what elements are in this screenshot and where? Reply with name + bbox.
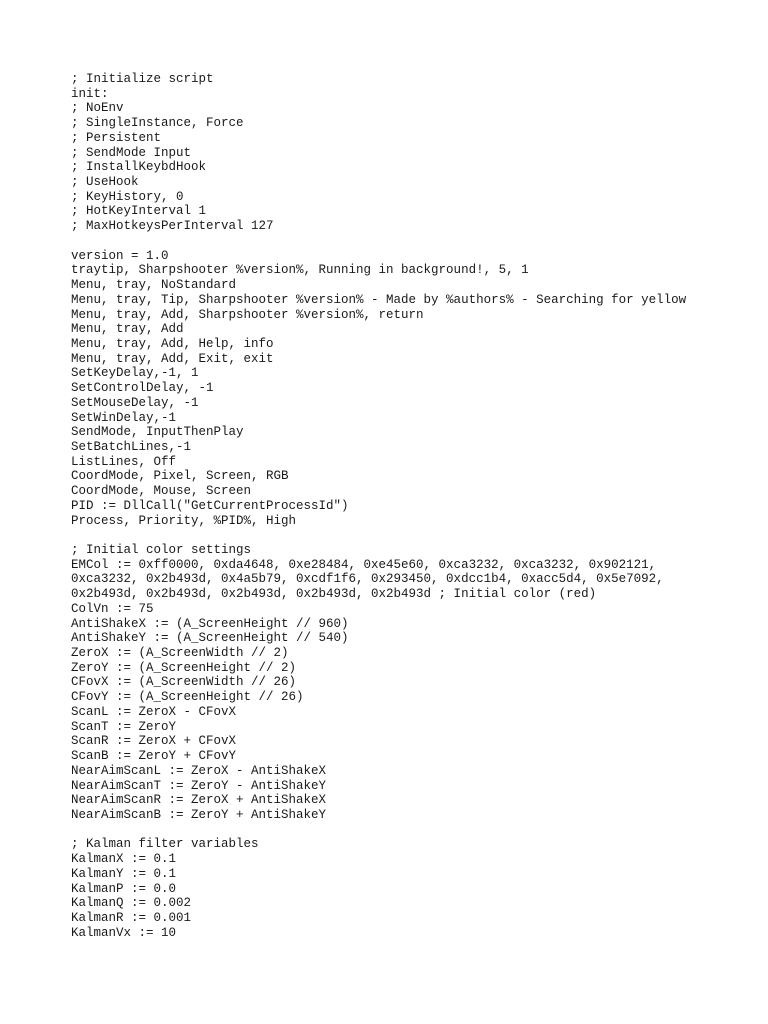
code-line: SetWinDelay,-1	[71, 410, 177, 425]
code-line: ; MaxHotkeysPerInterval 127	[71, 219, 274, 234]
code-line: ; SingleInstance, Force	[71, 116, 244, 131]
code-line: Menu, tray, Add, Help, info	[71, 336, 274, 351]
code-listing	[71, 72, 751, 940]
code-line: SetBatchLines,-1	[71, 439, 192, 454]
code-line: PID := DllCall("GetCurrentProcessId")	[71, 498, 349, 513]
code-line: NearAimScanL := ZeroX - AntiShakeX	[71, 763, 327, 778]
code-line: Menu, tray, Tip, Sharpshooter %version% - Made by %authors% - Searching for yellow	[71, 292, 687, 307]
code-line: SetMouseDelay, -1	[71, 395, 199, 410]
code-line: KalmanVx := 10	[71, 925, 177, 940]
code-line: ; NoEnv	[71, 101, 124, 116]
code-line: KalmanR := 0.001	[71, 910, 192, 925]
code-line: ; Initial color settings	[71, 543, 252, 557]
code-line: ZeroX := (A_ScreenWidth // 2)	[71, 646, 289, 661]
code-line: SetControlDelay, -1	[71, 381, 214, 396]
code-line: ; Kalman filter variables	[71, 837, 259, 852]
code-line: CoordMode, Pixel, Screen, RGB	[71, 469, 289, 484]
code-line: init:	[71, 86, 109, 101]
code-line: KalmanQ := 0.002	[71, 896, 192, 911]
code-line: NearAimScanB := ZeroY + AntiShakeY	[71, 807, 327, 822]
code-line: AntiShakeY := (A_ScreenHeight // 540)	[71, 631, 349, 646]
code-line: NearAimScanR := ZeroX + AntiShakeX	[71, 793, 327, 808]
code-line	[71, 823, 751, 838]
code-line: CoordMode, Mouse, Screen	[71, 484, 252, 499]
code-line: CFovY := (A_ScreenHeight // 26)	[71, 690, 304, 705]
code-line: KalmanY := 0.1	[71, 866, 177, 881]
code-line: Menu, tray, Add	[71, 322, 184, 337]
code-line: ; KeyHistory, 0	[71, 189, 184, 204]
code-line: ScanR := ZeroX + CFovX	[71, 734, 237, 749]
code-line: ; Persistent	[71, 130, 162, 145]
code-line	[71, 528, 751, 543]
code-line: ; HotKeyInterval 1	[71, 204, 207, 219]
code-line: ; SendMode Input	[71, 145, 192, 160]
code-line: SendMode, InputThenPlay	[71, 425, 244, 440]
code-line: KalmanX := 0.1	[71, 852, 177, 867]
code-line: EMCol := 0xff0000, 0xda4648, 0xe28484, 0xe45e60, 0xca3232, 0xca3232, 0x902121,	[71, 557, 657, 572]
code-line: ColVn := 75	[71, 601, 154, 616]
code-line: KalmanP := 0.0	[71, 881, 177, 896]
code-line: traytip, Sharpshooter %version%, Running in background!, 5, 1	[71, 263, 529, 278]
code-line: ; InstallKeybdHook	[71, 160, 207, 175]
code-line: ; UseHook	[71, 175, 139, 190]
code-line: Menu, tray, NoStandard	[71, 278, 237, 293]
code-line: ListLines, Off	[71, 454, 177, 469]
code-line: ScanT := ZeroY	[71, 719, 177, 734]
code-line: ScanB := ZeroY + CFovY	[71, 749, 237, 764]
code-line: NearAimScanT := ZeroY - AntiShakeY	[71, 778, 327, 793]
code-line: Process, Priority, %PID%, High	[71, 513, 297, 528]
code-line: SetKeyDelay,-1, 1	[71, 366, 199, 381]
code-line: Menu, tray, Add, Sharpshooter %version%, return	[71, 307, 424, 322]
code-line: AntiShakeX := (A_ScreenHeight // 960)	[71, 616, 349, 631]
code-line: ; Initialize script	[71, 72, 214, 86]
code-line: version = 1.0	[71, 248, 169, 263]
code-line: ZeroY := (A_ScreenHeight // 2)	[71, 660, 297, 675]
code-line: Menu, tray, Add, Exit, exit	[71, 351, 274, 366]
code-line: ScanL := ZeroX - CFovX	[71, 704, 237, 719]
code-line: 0x2b493d, 0x2b493d, 0x2b493d, 0x2b493d, 0x2b493d ; Initial color (red)	[71, 587, 597, 602]
code-line	[71, 234, 751, 249]
code-line: 0xca3232, 0x2b493d, 0x4a5b79, 0xcdf1f6, 0x293450, 0xdcc1b4, 0xacc5d4, 0x5e7092,	[71, 572, 664, 587]
code-line: CFovX := (A_ScreenWidth // 26)	[71, 675, 297, 690]
